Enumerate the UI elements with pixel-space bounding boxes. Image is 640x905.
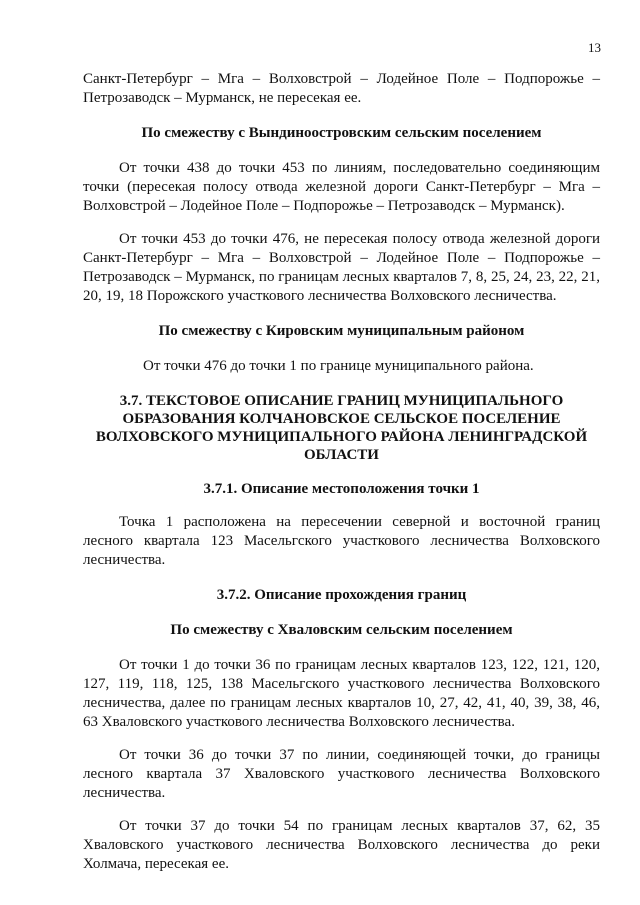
paragraph-points-36-37: От точки 36 до точки 37 по линии, соединяющей точки, до границы лесного квартала 37 Хваловского участкового лесничества Волховского лесничества. (83, 747, 600, 801)
section-heading-khvalovskoe: По смежеству с Хваловским сельским поселением (170, 622, 513, 638)
paragraph-points-476-1: От точки 476 до точки 1 по границе муниципального района. (143, 358, 534, 374)
subsection-heading-3-7-1: 3.7.1. Описание местоположения точки 1 (203, 481, 480, 497)
paragraph-continuation: Санкт-Петербург – Мга – Волховстрой – Лодейное Поле – Подпорожье – Петрозаводск – Мурманск, не пересекая ее. (83, 71, 600, 106)
paragraph-points-37-54: От точки 37 до точки 54 по границам лесных кварталов 37, 62, 35 Хваловского участкового лесничества Волховского лесничества до реки Холмача, пересекая ее. (83, 818, 600, 872)
section-heading-vyndinoostrovskoe: По смежеству с Вындиноостровским сельским поселением (141, 125, 542, 141)
section-heading-kirovsky: По смежеству с Кировским муниципальным районом (158, 323, 525, 339)
paragraph-points-1-36: От точки 1 до точки 36 по границам лесных кварталов 123, 122, 121, 120, 127, 119, 118, 125, 138 Масельгского участкового лесничества Волховского лесничества, далее по границам лесных кварталов 10, 27, 42, 41, 40, 39, 38, 46, 63 Хваловского участкового лесничества Волховского лесничества. (83, 657, 600, 730)
page-number: 13 (588, 40, 601, 55)
paragraph-points-453-476: От точки 453 до точки 476, не пересекая полосу отвода железной дороги Санкт-Петербург – Мга – Волховстрой – Лодейное Поле – Подпорожье – Петрозаводск – Мурманск, по границам лесных кварталов 7, 8, 25, 24, 23, 22, 21, 20, 19, 18 Порожского участкового лесничества Волховского лесничества. (83, 231, 600, 304)
paragraph-point-1-location: Точка 1 расположена на пересечении северной и восточной границ лесного квартала 123 Масельгского участкового лесничества Волховского лесничества. (83, 514, 600, 568)
paragraph-points-438-453: От точки 438 до точки 453 по линиям, последовательно соединяющим точки (пересекая полосу отвода железной дороги Санкт-Петербург – Мга – Волховстрой – Лодейное Поле – Подпорожье – Петрозаводск – Мурманск). (83, 160, 600, 214)
subsection-heading-3-7-2: 3.7.2. Описание прохождения границ (216, 587, 467, 603)
chapter-title-3-7: 3.7. ТЕКСТОВОЕ ОПИСАНИЕ ГРАНИЦ МУНИЦИПАЛЬНОГО ОБРАЗОВАНИЯ КОЛЧАНОВСКОЕ СЕЛЬСКОЕ ПОСЕЛЕНИЕ ВОЛХОВСКОГО МУНИЦИПАЛЬНОГО РАЙОНА ЛЕНИНГРАДСКОЙ ОБЛАСТИ (95, 393, 588, 463)
